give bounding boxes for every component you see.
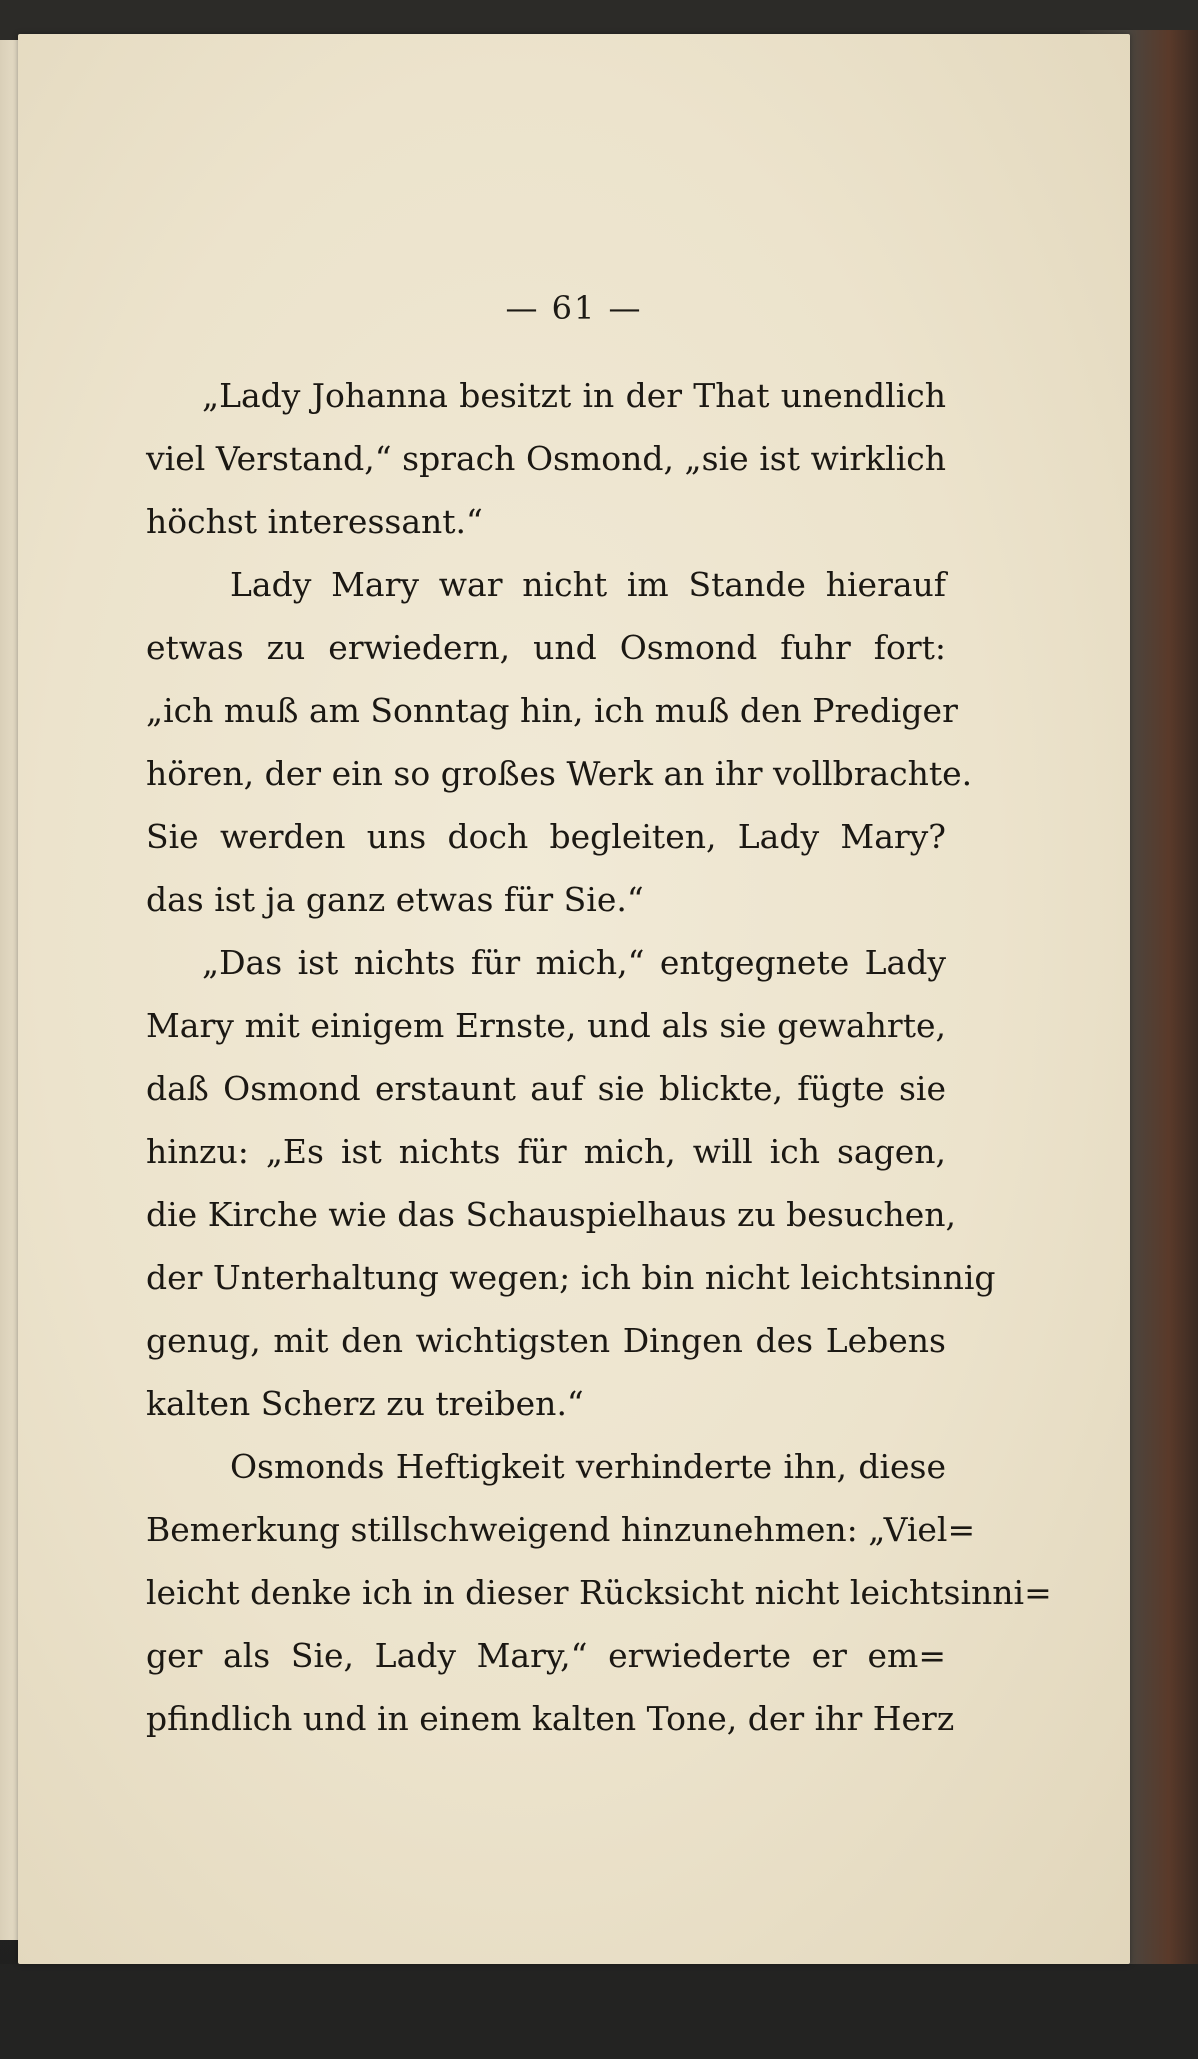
text-line: Mary mit einigem Ernste, und als sie gewahrte, bbox=[146, 1006, 946, 1045]
text-line: leicht denke ich in dieser Rücksicht nicht leichtsinni= bbox=[146, 1573, 1052, 1612]
page-number: — 61 — bbox=[505, 289, 643, 327]
page-text bbox=[146, 364, 1052, 1750]
text-line: die Kirche wie das Schauspielhaus zu besuchen, bbox=[146, 1195, 957, 1234]
text-line: „ich muß am Sonntag hin, ich muß den Prediger bbox=[146, 691, 958, 730]
text-line: hören, der ein so großes Werk an ihr vollbrachte. bbox=[146, 754, 973, 793]
text-line: Bemerkung stillschweigend hinzunehmen: „Viel= bbox=[146, 1510, 976, 1549]
text-line: Lady Mary war nicht im Stande hierauf bbox=[230, 565, 946, 604]
text-line: genug, mit den wichtigsten Dingen des Lebens bbox=[146, 1321, 946, 1360]
text-line: der Unterhaltung wegen; ich bin nicht leichtsinnig bbox=[146, 1258, 996, 1297]
text-line: daß Osmond erstaunt auf sie blickte, fügte sie bbox=[146, 1069, 946, 1108]
text-line: viel Verstand,“ sprach Osmond, „sie ist wirklich bbox=[146, 439, 946, 478]
text-line: Sie werden uns doch begleiten, Lady Mary? bbox=[146, 817, 946, 856]
text-line: etwas zu erwiedern, und Osmond fuhr fort: bbox=[146, 628, 946, 667]
book-page bbox=[18, 34, 1130, 1964]
text-line: hinzu: „Es ist nichts für mich, will ich sagen, bbox=[146, 1132, 946, 1171]
text-line: ger als Sie, Lady Mary,“ erwiederte er em= bbox=[146, 1636, 946, 1675]
text-line: pfindlich und in einem kalten Tone, der ihr Herz bbox=[146, 1699, 955, 1738]
text-line: kalten Scherz zu treiben.“ bbox=[146, 1384, 584, 1423]
text-line: das ist ja ganz etwas für Sie.“ bbox=[146, 880, 644, 919]
text-line: „Das ist nichts für mich,“ entgegnete Lady bbox=[202, 943, 946, 982]
text-line: Osmonds Heftigkeit verhinderte ihn, diese bbox=[230, 1447, 946, 1486]
text-line: „Lady Johanna besitzt in der That unendlich bbox=[202, 376, 946, 415]
text-line: höchst interessant.“ bbox=[146, 502, 483, 541]
bottom-shadow bbox=[0, 1964, 1198, 2059]
